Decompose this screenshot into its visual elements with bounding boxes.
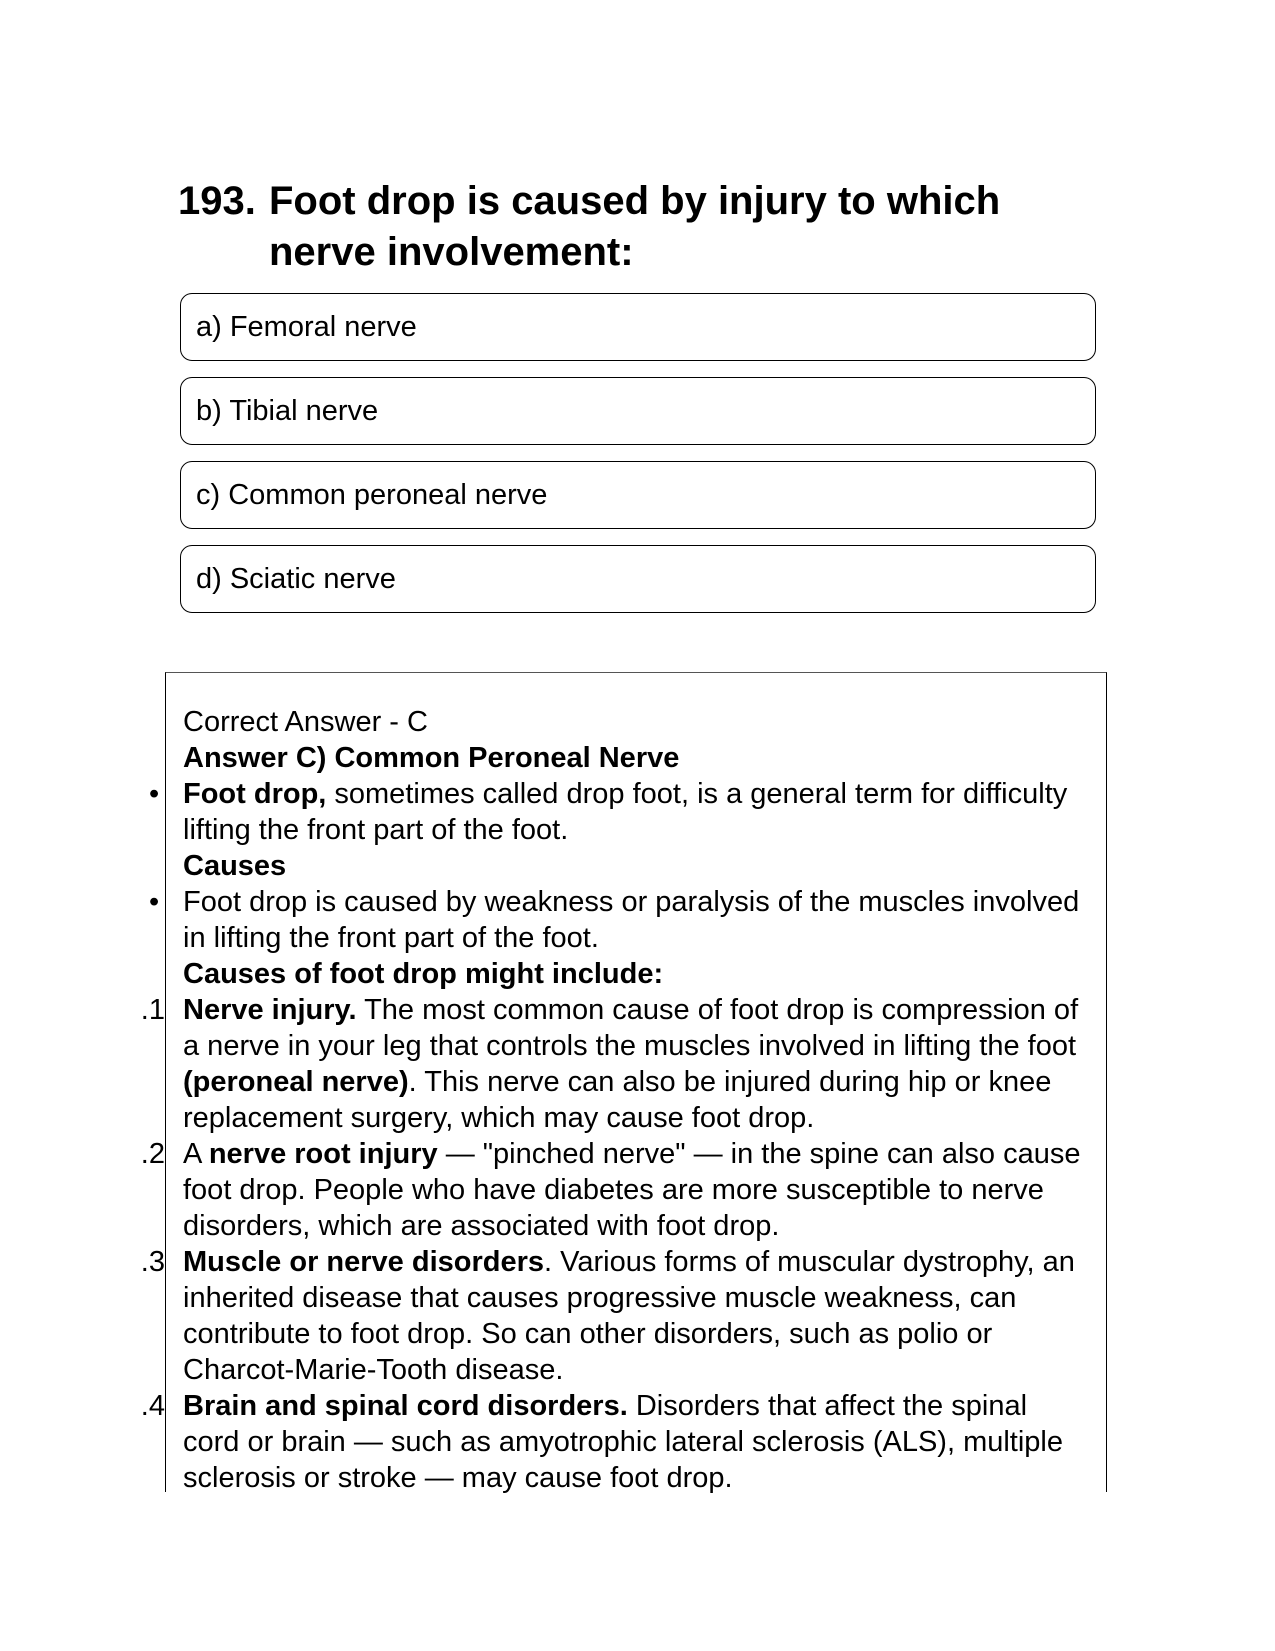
list-number: 4. [140, 1390, 165, 1422]
bullet-marker: • [149, 778, 160, 810]
cause-item-text: — "pinched nerve" — in the spine can also cause foot drop. People who have diabetes are more susceptible to nerve disorders, which are associated with foot drop. [183, 1138, 1081, 1242]
cause-item-nerve-root [140, 1136, 1088, 1244]
question-text: Foot drop is caused by injury to which nerve involvement: [269, 179, 1001, 274]
bullet-foot-drop-bold: Foot drop, [183, 778, 327, 810]
cause-item-bold: Nerve injury. [183, 994, 357, 1026]
answer-explanation-box [140, 672, 1107, 1494]
question-number: 193. [178, 179, 256, 223]
cause-item-text: A [183, 1138, 209, 1170]
option-d[interactable]: d) Sciatic nerve [180, 545, 1096, 613]
bullet-marker: • [149, 886, 160, 918]
list-number: 1. [140, 994, 165, 1026]
causes-list-heading [183, 956, 1088, 992]
cause-item-text: . This nerve can also be injured during hip or knee replacement surgery, which may cause foot drop. [183, 1066, 1052, 1134]
answer-heading [183, 740, 1088, 776]
cause-item-bold: Muscle or nerve disorders [183, 1246, 545, 1278]
option-b[interactable]: b) Tibial nerve [180, 377, 1096, 445]
cause-item-text: Disorders that affect the spinal cord or brain — such as amyotrophic lateral sclerosis (ALS), multiple sclerosis or stroke — may cause foot drop. [183, 1390, 1063, 1494]
option-a[interactable]: a) Femoral nerve [180, 293, 1096, 361]
bullet-causes-text: Foot drop is caused by weakness or paralysis of the muscles involved in lifting the front part of the foot. [183, 886, 1080, 954]
correct-answer-line: Correct Answer - C [183, 706, 428, 738]
cause-item-bold: nerve root injury [208, 1138, 438, 1170]
cause-item-brain-spinal [140, 1388, 1088, 1496]
cause-item-text: The most common cause of foot drop is compression of a nerve in your leg that controls the muscles involved in lifting the foot [183, 994, 1079, 1062]
cause-item-nerve-injury [140, 992, 1088, 1136]
options-list [180, 293, 1096, 629]
answer-content [140, 704, 1088, 1496]
option-c[interactable]: c) Common peroneal nerve [180, 461, 1096, 529]
list-number: 3. [140, 1246, 165, 1278]
bullet-foot-drop-text: sometimes called drop foot, is a general term for difficulty lifting the front part of the foot. [183, 778, 1068, 846]
causes-list-heading-text: Causes of foot drop might include: [183, 958, 664, 990]
cause-item-bold-inline: (peroneal nerve) [183, 1066, 409, 1098]
cause-item-text: . Various forms of muscular dystrophy, an inherited disease that causes progressive muscle weakness, can contribute to foot drop. So can other disorders, such as polio or Charcot-Marie-Tooth disease. [183, 1246, 1075, 1386]
list-number: 2. [140, 1138, 165, 1170]
cause-item-bold: Brain and spinal cord disorders. [183, 1390, 628, 1422]
causes-heading [183, 848, 1088, 884]
question-heading [178, 176, 1058, 278]
bullet-causes [149, 884, 1088, 956]
answer-heading-text: Answer C) Common Peroneal Nerve [183, 742, 680, 774]
bullet-foot-drop [149, 776, 1088, 848]
cause-item-muscle-nerve [140, 1244, 1088, 1388]
causes-heading-text: Causes [183, 850, 287, 882]
